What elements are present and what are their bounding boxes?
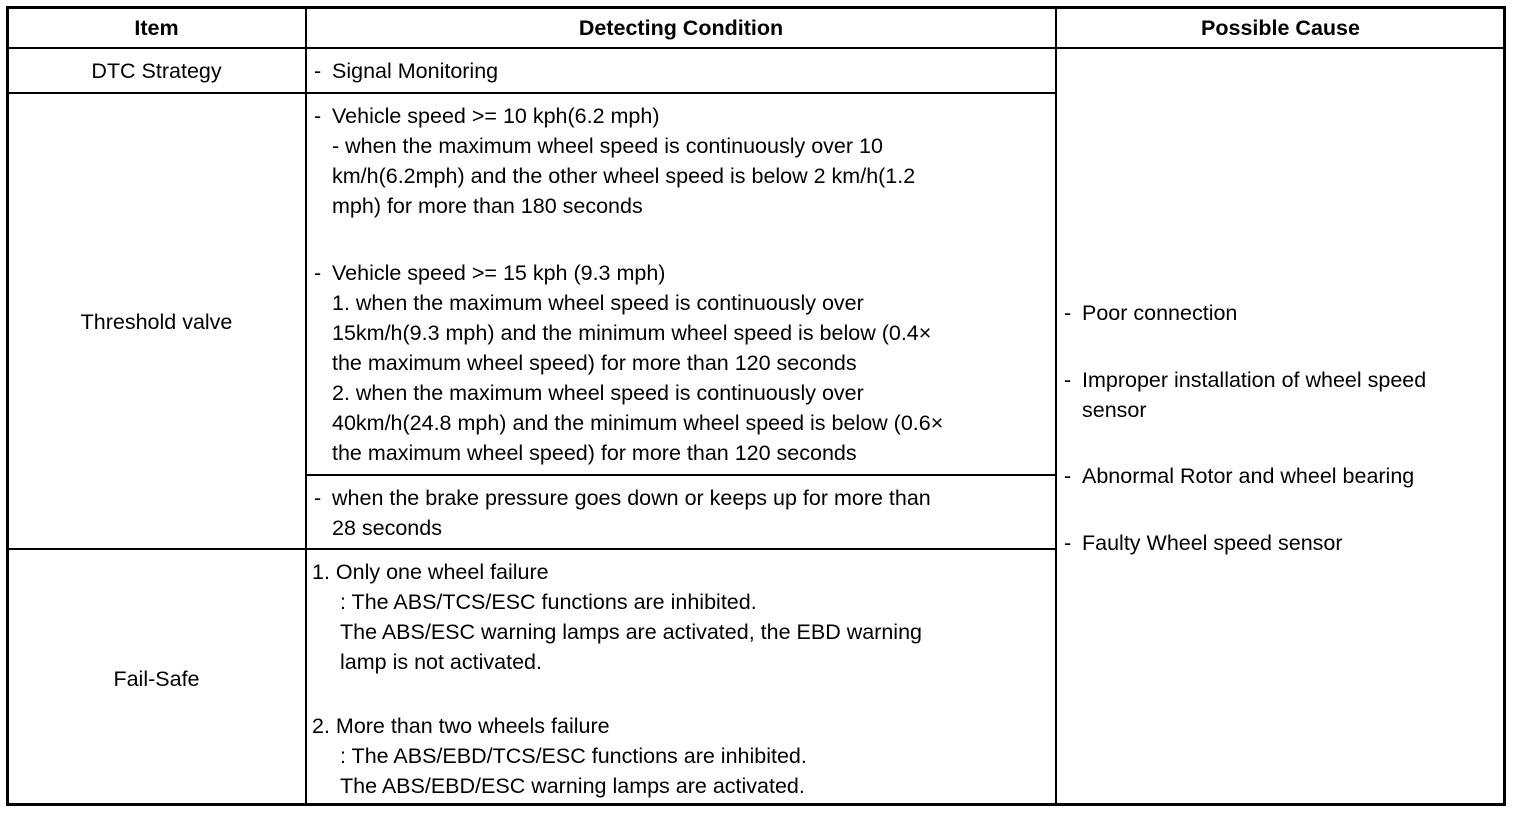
case-line: The ABS/ESC warning lamps are activated, the EBD warning <box>340 620 922 644</box>
bullet-dash: - <box>1064 531 1072 555</box>
row-divider-dtc <box>6 92 1057 94</box>
header-detecting-condition: Detecting Condition <box>578 16 784 40</box>
condition-line: the maximum wheel speed) for more than 120 seconds <box>332 441 857 465</box>
column-divider-condition <box>1055 6 1057 806</box>
bullet-dash: - <box>1064 368 1072 392</box>
condition-title: Vehicle speed >= 15 kph (9.3 mph) <box>332 261 666 285</box>
header-item: Item <box>134 16 179 40</box>
cause-line: sensor <box>1082 398 1147 422</box>
bullet-dash: - <box>314 104 322 128</box>
condition-line: 1. when the maximum wheel speed is continuously over <box>332 291 864 315</box>
condition-text: when the brake pressure goes down or keeps up for more than <box>332 486 931 510</box>
cause-line <box>1064 298 1237 328</box>
cause-line <box>1064 461 1414 491</box>
cause-poor-connection <box>1064 298 1237 328</box>
cause-improper-installation <box>1064 365 1426 425</box>
condition-title: Vehicle speed >= 10 kph(6.2 mph) <box>332 104 660 128</box>
bullet-dash: - <box>314 261 322 285</box>
fail-safe-case-2 <box>312 711 807 801</box>
bullet-dash: - <box>1064 301 1072 325</box>
fail-safe-case-1 <box>312 557 922 677</box>
condition-line: the maximum wheel speed) for more than 120 seconds <box>332 351 857 375</box>
condition-line: mph) for more than 180 seconds <box>332 194 643 218</box>
cause-line <box>1064 365 1426 395</box>
condition-threshold-block-3 <box>314 483 931 543</box>
condition-line: 28 seconds <box>332 516 442 540</box>
item-dtc-strategy: DTC Strategy <box>91 59 222 83</box>
cause-text: Faulty Wheel speed sensor <box>1082 531 1343 555</box>
condition-threshold-block-2 <box>314 258 943 468</box>
bullet-dash: - <box>314 59 322 83</box>
row-divider-threshold <box>6 548 1057 550</box>
bullet-dash: - <box>1064 464 1072 488</box>
condition-line <box>314 56 498 86</box>
column-divider-item <box>305 6 307 806</box>
condition-line: km/h(6.2mph) and the other wheel speed is below 2 km/h(1.2 <box>332 164 916 188</box>
case-title: 2. More than two wheels failure <box>312 714 610 738</box>
header-possible-cause: Possible Cause <box>1201 16 1360 40</box>
row-divider-threshold-inner <box>305 474 1057 476</box>
condition-line <box>314 258 943 288</box>
bullet-dash: - <box>314 486 322 510</box>
cause-abnormal-rotor <box>1064 461 1414 491</box>
cause-text: Abnormal Rotor and wheel bearing <box>1082 464 1415 488</box>
condition-line <box>314 101 915 131</box>
condition-line: 2. when the maximum wheel speed is continuously over <box>332 381 864 405</box>
case-line: lamp is not activated. <box>340 650 542 674</box>
condition-line <box>314 483 931 513</box>
condition-line: 40km/h(24.8 mph) and the minimum wheel speed is below (0.6× <box>332 411 944 435</box>
case-line: : The ABS/TCS/ESC functions are inhibited. <box>340 590 757 614</box>
cause-line <box>1064 528 1343 558</box>
case-line: The ABS/EBD/ESC warning lamps are activated. <box>340 774 805 798</box>
case-line: : The ABS/EBD/TCS/ESC functions are inhibited. <box>340 744 807 768</box>
cause-text: Improper installation of wheel speed <box>1082 368 1427 392</box>
condition-text: Signal Monitoring <box>332 59 499 83</box>
condition-dtc-strategy <box>314 56 498 86</box>
cause-faulty-sensor <box>1064 528 1343 558</box>
cause-text: Poor connection <box>1082 301 1238 325</box>
condition-threshold-block-1 <box>314 101 915 221</box>
item-threshold-valve: Threshold valve <box>80 310 233 334</box>
condition-line: - when the maximum wheel speed is continuously over 10 <box>332 134 883 158</box>
item-fail-safe: Fail-Safe <box>113 667 200 691</box>
condition-line: 15km/h(9.3 mph) and the minimum wheel speed is below (0.4× <box>332 321 932 345</box>
case-title: 1. Only one wheel failure <box>312 560 549 584</box>
